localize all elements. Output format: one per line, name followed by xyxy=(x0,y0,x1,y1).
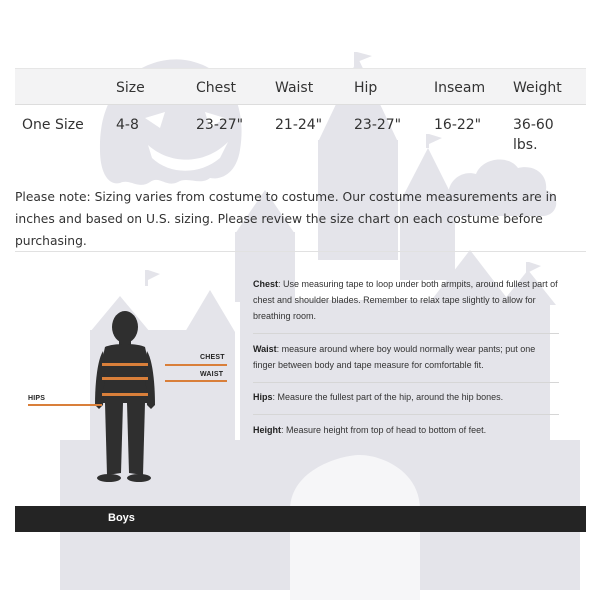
waist-description xyxy=(253,341,559,373)
height-term: Height xyxy=(253,425,281,435)
chest-description xyxy=(253,276,559,324)
callout-waist: WAIST xyxy=(200,371,224,378)
size-table xyxy=(15,68,586,175)
waist-callout-line xyxy=(165,380,227,382)
boy-silhouette-figure xyxy=(85,305,165,490)
cell-size-name: One Size xyxy=(22,117,84,133)
divider xyxy=(253,333,559,334)
header-inseam: Inseam xyxy=(434,80,486,96)
waist-term: Waist xyxy=(253,344,277,354)
chest-text: : Use measuring tape to loop under both armpits, around fullest part of chest and shoulder blades. Remember to relax tape slightly to allow for breathing room. xyxy=(253,279,558,321)
chest-callout-line xyxy=(165,364,227,366)
hips-description xyxy=(253,389,559,405)
cell-chest: 23-27" xyxy=(196,117,244,133)
chest-term: Chest xyxy=(253,279,279,289)
divider xyxy=(253,414,559,415)
header-hip: Hip xyxy=(354,80,378,96)
height-text: : Measure height from top of head to bottom of feet. xyxy=(281,425,487,435)
hips-term: Hips xyxy=(253,392,273,402)
callout-chest: CHEST xyxy=(200,354,225,361)
callout-hips: HIPS xyxy=(28,395,46,402)
cell-weight: 36-60 lbs. xyxy=(513,117,554,153)
header-size: Size xyxy=(116,80,145,96)
height-description xyxy=(253,422,559,438)
hips-text: : Measure the fullest part of the hip, around the hip bones. xyxy=(272,392,504,402)
waist-text: : measure around where boy would normally wear pants; put one finger between body and tape measure for comfortable fit. xyxy=(253,344,536,370)
header-waist: Waist xyxy=(275,80,314,96)
cell-size: 4-8 xyxy=(116,117,139,133)
divider xyxy=(253,382,559,383)
category-footer-bar xyxy=(15,506,586,532)
cell-inseam: 16-22" xyxy=(434,117,482,133)
cell-hip: 23-27" xyxy=(354,117,402,133)
cell-waist: 21-24" xyxy=(275,117,323,133)
header-chest: Chest xyxy=(196,80,237,96)
hips-callout-line xyxy=(28,404,102,406)
size-table-header xyxy=(15,68,586,105)
category-label: Boys xyxy=(108,512,135,524)
sizing-note: Please note: Sizing varies from costume to costume. Our costume measurements are in inches and based on U.S. sizing. Please review the size chart on each costume before purchasing. xyxy=(15,190,557,248)
header-weight: Weight xyxy=(513,80,562,96)
table-row xyxy=(15,105,586,175)
